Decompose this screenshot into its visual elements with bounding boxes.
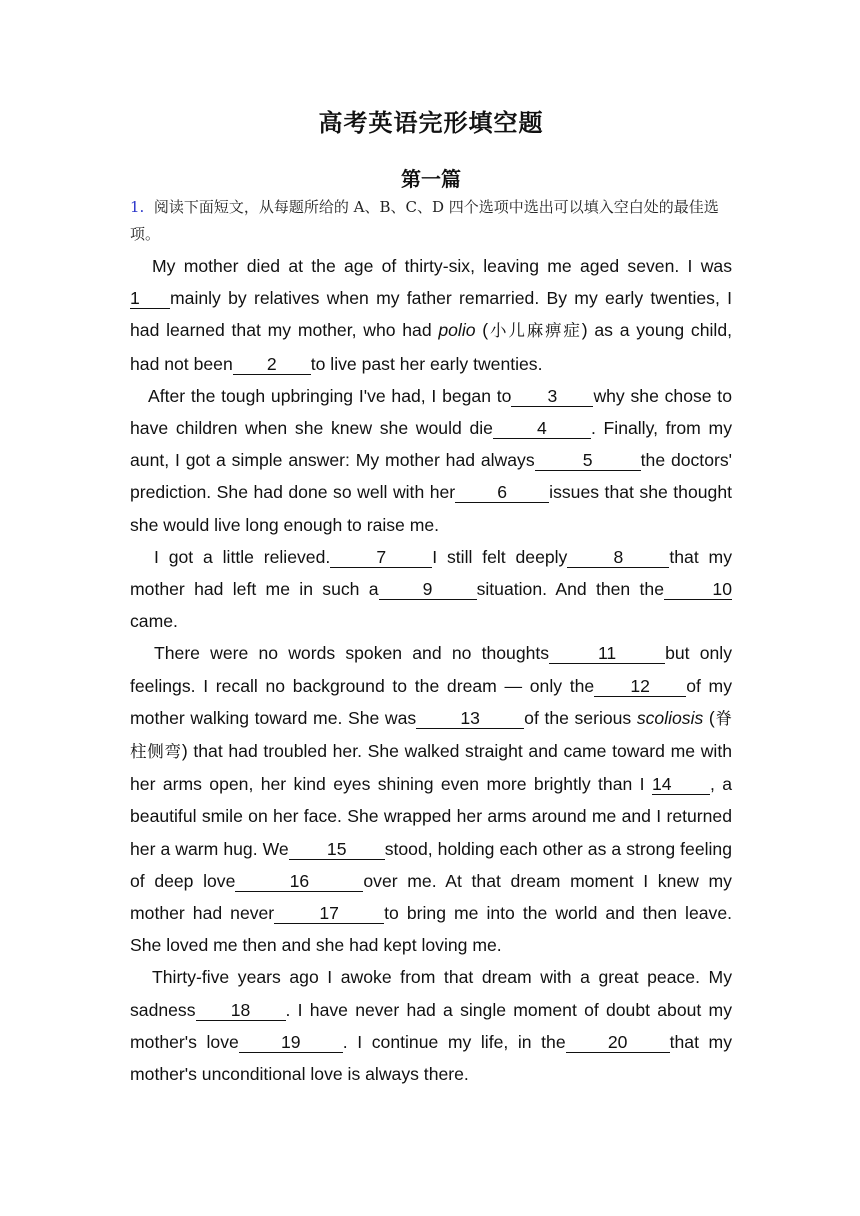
chinese-gloss: 脊柱侧弯	[130, 708, 732, 762]
passage-text: (	[703, 707, 715, 728]
passage-text: , a beautiful smile on her face. She wrapped her arms around me and I returned her a warm hug. We	[130, 774, 732, 859]
passage-text: . I continue my life, in the	[342, 1031, 566, 1052]
blank-17: 17	[274, 903, 384, 924]
passage-text: After the tough upbringing I've had, I began to	[148, 385, 512, 406]
document-title: 高考英语完形填空题	[318, 108, 544, 137]
passage-text: ) that had troubled her. She walked straight and came toward me with her arms open, her kind eyes shining even more brightly than I	[130, 741, 732, 795]
term-polio: polio	[438, 320, 476, 341]
passage-text: came.	[130, 611, 178, 632]
instruction-text	[130, 194, 732, 248]
blank-4: 4	[493, 418, 591, 439]
passage-text: stood, holding each other as a strong feeling of deep love	[130, 838, 733, 891]
passage-text: I got a little relieved.	[154, 546, 331, 567]
question-number: 1.	[130, 198, 145, 216]
blank-5: 5	[535, 450, 641, 471]
paragraph-4	[130, 637, 732, 961]
paragraph-5	[130, 961, 732, 1090]
blank-7: 7	[330, 547, 432, 568]
blank-13: 13	[416, 708, 524, 729]
passage-text: of my mother walking toward me. She was	[130, 675, 733, 728]
passage-text: . Finally, from my aunt, I got a simple answer: My mother had always	[130, 418, 732, 471]
passage-text: . I have never had a single moment of doubt about my mother's love	[130, 999, 732, 1052]
blank-16: 16	[235, 871, 363, 892]
passage-text: Thirty-five years ago I awoke from that dream with a great peace. My sadness	[130, 967, 732, 1020]
paragraph-1	[130, 250, 732, 380]
passage-text: of the serious	[524, 707, 637, 728]
blank-10: 10	[664, 579, 732, 600]
passage-text: There were no words spoken and no thoughts	[154, 643, 550, 664]
passage-text: but only feelings. I recall no background to the dream — only the	[130, 643, 732, 696]
passage-text: ) as a young child, had not been	[130, 320, 733, 374]
passage-text: why she chose to have children when she knew she would die	[130, 385, 732, 439]
blank-9: 9	[379, 579, 477, 600]
passage-text: (	[475, 320, 489, 341]
paragraph-2	[130, 380, 732, 541]
passage-text: situation. And then the	[476, 579, 664, 600]
passage-text: mainly by relatives when my father remarried. By my early twenties, I had learned that my mother, who had	[130, 288, 732, 341]
passage-text: that my mother's unconditional love is always there.	[130, 1031, 732, 1085]
blank-15: 15	[289, 839, 385, 860]
section-heading: 第一篇	[401, 167, 461, 191]
passage-text: I still felt deeply	[432, 546, 568, 567]
blank-2: 2	[233, 354, 311, 375]
passage-text: over me. At that dream moment I knew my mother had never	[130, 870, 732, 924]
blank-18: 18	[196, 1000, 286, 1021]
passage-text: My mother died at the age of thirty-six, leaving me aged seven. I was	[152, 256, 732, 276]
blank-3: 3	[511, 386, 593, 407]
blank-11: 11	[549, 643, 665, 664]
passage-text: the doctors' prediction. She had done so well with her	[130, 450, 732, 503]
blank-8: 8	[567, 547, 669, 568]
blank-19: 19	[239, 1032, 343, 1053]
passage-text: issues that she thought she would live long enough to raise me.	[130, 482, 732, 535]
term-scoliosis: scoliosis	[636, 707, 704, 728]
passage-text: that my mother had left me in such a	[130, 546, 732, 600]
passage-text: to live past her early twenties.	[310, 353, 543, 374]
passage	[130, 250, 732, 1090]
passage-text: to bring me into the world and then leave. She loved me then and she had kept loving me.	[130, 903, 732, 956]
blank-1: 1	[130, 288, 170, 309]
blank-12: 12	[594, 676, 686, 697]
blank-14: 14	[652, 774, 710, 795]
chinese-gloss: 小儿麻痹症	[488, 321, 582, 341]
blank-6: 6	[455, 482, 549, 503]
blank-20: 20	[566, 1032, 670, 1053]
paragraph-3	[130, 541, 732, 638]
instruction-body: 阅读下面短文，从每题所给的 A、B、C、D 四个选项中选出可以填入空白处的最佳选项。	[130, 198, 719, 243]
